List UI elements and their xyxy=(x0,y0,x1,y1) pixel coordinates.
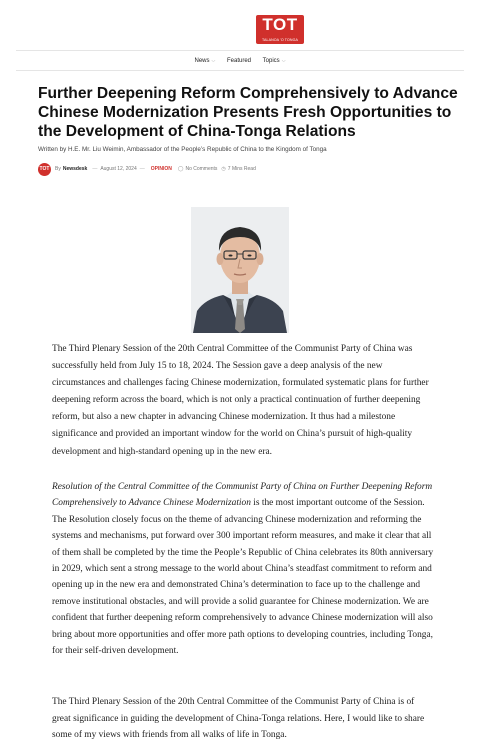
logo-subtitle: TALANOA 'O TONGA xyxy=(261,38,299,42)
nav-item-news[interactable] xyxy=(195,53,216,69)
site-logo[interactable] xyxy=(256,15,304,44)
category-link[interactable]: OPINION xyxy=(150,166,172,172)
meta-separator: — xyxy=(139,166,145,172)
article-paragraph: The Third Plenary Session of the 20th Central Committee of the Communist Party of China was successfully held from July 15 to 18, 2024. The Session gave a deep analysis of the new circumstances and challenges facing Chinese modernization, formulated systematic plans for further deepening reform across the board, which is not only a practical continuation of further deepening reform, but also a new chapter in advancing Chinese modernization. It thus had a milestone significance and provided an important window for the world on China’s pursuit of high-quality development and high-standard opening up in the new era. xyxy=(52,344,429,457)
comments-link[interactable]: No Comments xyxy=(185,166,218,172)
article-meta xyxy=(38,162,256,176)
clock-icon: ◷ xyxy=(221,166,226,172)
publish-date: August 12, 2024 xyxy=(100,166,137,172)
nav-item-topics[interactable] xyxy=(263,53,286,69)
article-paragraph: The Third Plenary Session of the 20th Central Committee of the Communist Party of China is of great significance in guiding the development of China-Tonga relations. Here, I would like to share some of my views with friends from all walks of life in Tonga. xyxy=(52,697,425,741)
by-label: By xyxy=(55,166,61,172)
chevron-down-icon: ⌵ xyxy=(211,58,216,64)
chevron-down-icon: ⌵ xyxy=(281,58,286,64)
nav-item-label: News xyxy=(194,58,210,64)
nav-item-featured[interactable] xyxy=(227,53,251,69)
meta-separator: — xyxy=(92,166,98,172)
author-link[interactable]: Newsdesk xyxy=(62,166,88,172)
nav-item-label: Featured xyxy=(226,58,251,64)
main-nav xyxy=(0,53,480,69)
read-time: 7 Mins Read xyxy=(227,166,256,172)
portrait-illustration xyxy=(191,207,289,333)
resolution-title: Resolution of the Central Committee of the Communist Party of China on Further Deepening Reform Comprehensively to Advance Chinese Modernization xyxy=(52,482,433,509)
logo-text: TOT xyxy=(262,15,298,34)
comment-icon: ◯ xyxy=(177,166,184,172)
paragraph-text: is the most important outcome of the Session. The Resolution closely focus on the theme of advancing Chinese modernization and reforming the systems and mechanisms, put forward over 300 important reform measures, and make it clear that all of them shall be completed by the time the People’s Republic of China celebrates its 80th anniversary in 2029, which sent a strong message to the world about China’s steadfast commitment to reform and opening up in the new era and demonstrated China’s determination to face up to the challenge and remove institutional obstacles, and will provide a solid guarantee for Chinese modernization. We are confident that further deepening reform comprehensively to advance Chinese modernization will also bring about more opportunities and offer more path options to developing countries, including Tonga, for their self-driven development. xyxy=(52,498,434,657)
article-byline: Written by H.E. Mr. Liu Weimin, Ambassador of the People’s Republic of China to the Kingdom of Tonga xyxy=(38,146,327,153)
nav-item-label: Topics xyxy=(262,58,280,64)
site-header xyxy=(0,0,480,50)
nav-divider-bottom xyxy=(16,70,464,71)
author-avatar[interactable]: TOT xyxy=(38,163,51,176)
nav-divider-top xyxy=(16,50,464,51)
author-portrait-image xyxy=(191,207,289,333)
article-title: Further Deepening Reform Comprehensively to Advance Chinese Modernization Presents Fresh Opportunities to the Development of China-Tonga Relations xyxy=(38,85,458,140)
article-paragraph xyxy=(52,479,434,659)
